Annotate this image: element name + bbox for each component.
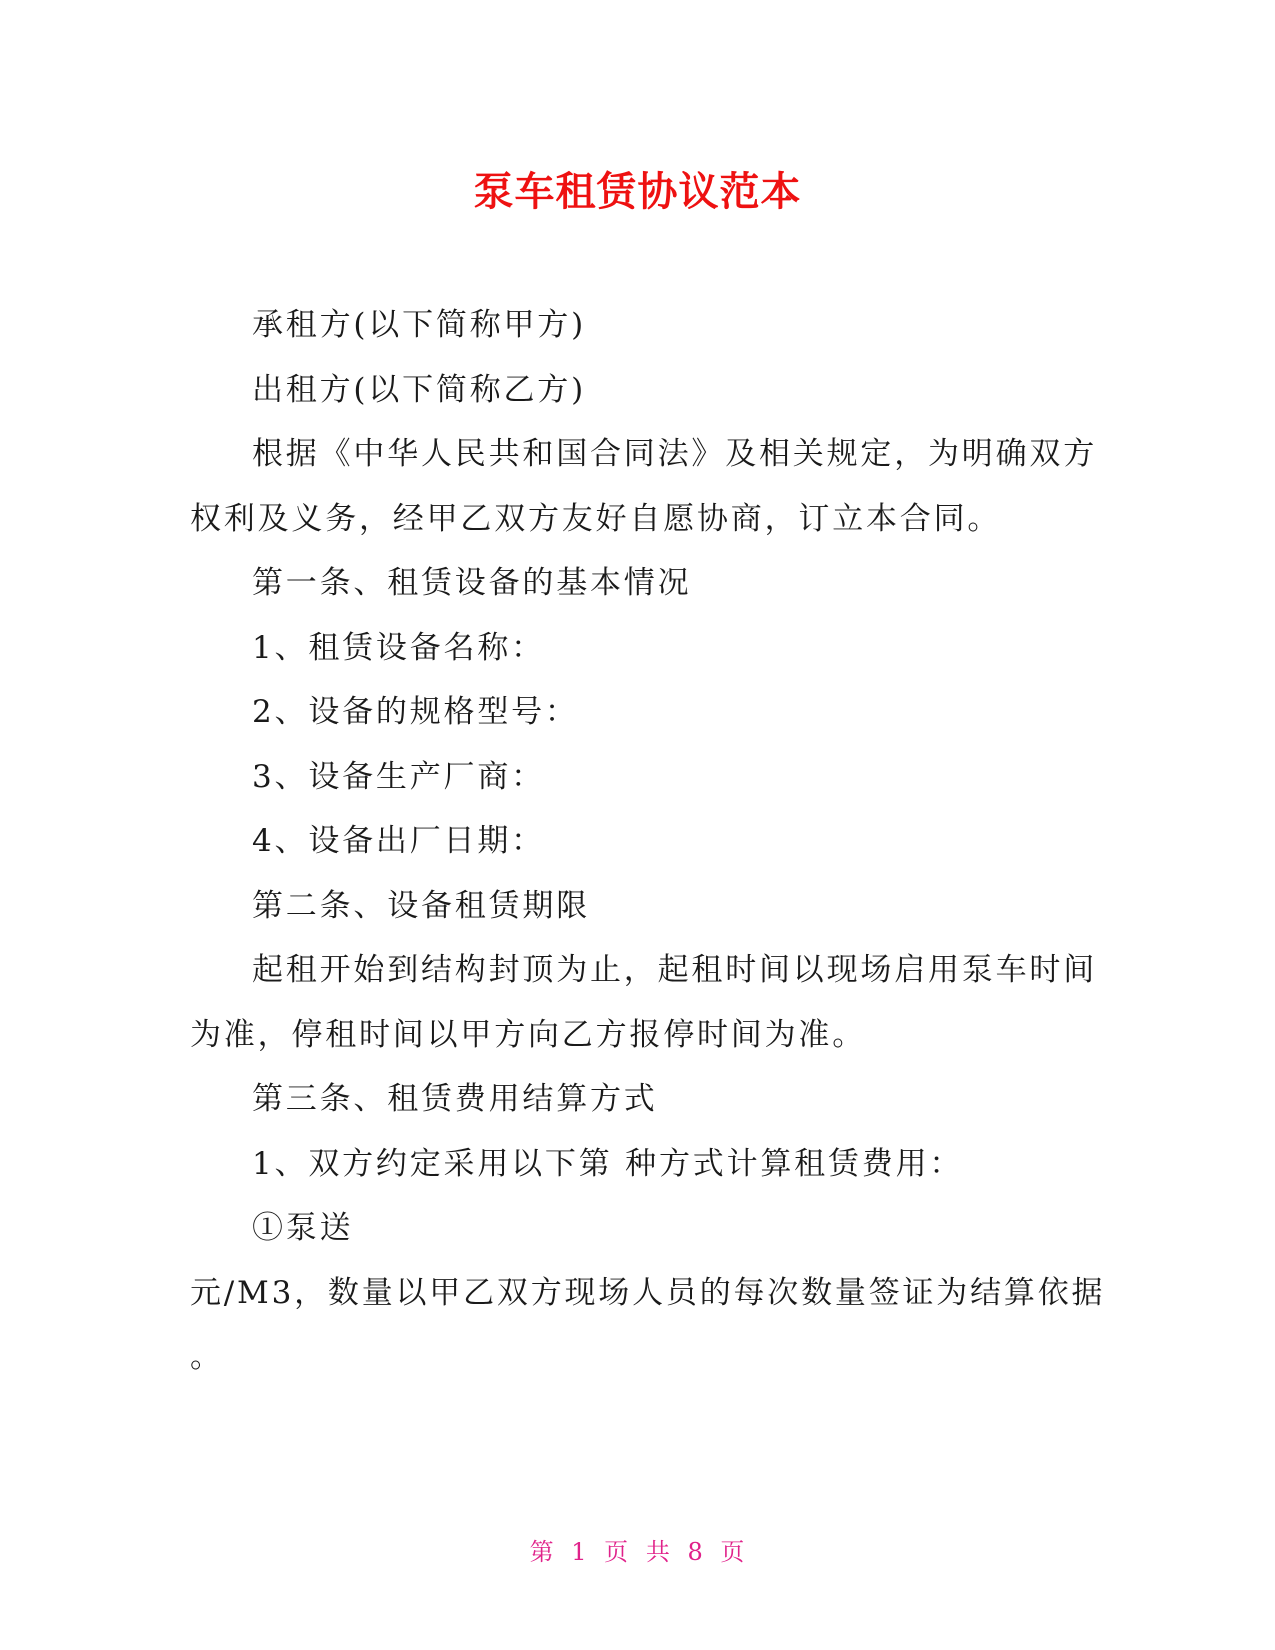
footer-label-page: 第 — [529, 1538, 555, 1566]
page-footer — [0, 1532, 1275, 1567]
article-2-text-2: 为准，停租时间以甲方向乙方报停时间为准。 — [190, 1016, 866, 1053]
article-1-heading: 第一条、租赁设备的基本情况 — [252, 565, 692, 601]
paragraph-lessee: 承租方(以下简称甲方) — [252, 307, 586, 343]
article-1-item-4: 4、设备出厂日期： — [252, 823, 545, 859]
footer-label-page-unit: 页 — [604, 1538, 630, 1566]
paragraph-preamble-1: 根据《中华人民共和国合同法》及相关规定，为明确双方 — [252, 436, 1097, 472]
article-3-option-1-detail: 元/M3，数量以甲乙双方现场人员的每次数量签证为结算依据 — [190, 1274, 1106, 1311]
paragraph-lessor: 出租方(以下简称乙方) — [252, 371, 586, 408]
footer-current-page: 1 — [571, 1538, 588, 1566]
article-2-text-1: 起租开始到结构封顶为止，起租时间以现场启用泵车时间 — [252, 952, 1097, 988]
article-3-option-1-end: 。 — [190, 1339, 224, 1375]
document-title: 泵车租赁协议范本 — [473, 169, 802, 215]
article-1-item-2: 2、设备的规格型号： — [252, 694, 579, 730]
document-body — [190, 293, 1106, 1390]
paragraph-preamble-2: 权利及义务，经甲乙双方友好自愿协商，订立本合同。 — [190, 500, 1002, 537]
article-3-heading: 第三条、租赁费用结算方式 — [252, 1081, 658, 1117]
footer-total-pages: 8 — [687, 1538, 704, 1566]
article-3-item-1: 1、双方约定采用以下第 种方式计算租赁费用： — [252, 1145, 964, 1182]
footer-label-total: 共 — [645, 1538, 671, 1566]
article-2-heading: 第二条、设备租赁期限 — [252, 887, 590, 924]
footer-label-total-unit: 页 — [720, 1538, 746, 1566]
article-3-option-1: ①泵送 — [252, 1210, 354, 1246]
article-1-item-1: 1、租赁设备名称： — [252, 629, 545, 666]
article-1-item-3: 3、设备生产厂商： — [252, 758, 545, 795]
